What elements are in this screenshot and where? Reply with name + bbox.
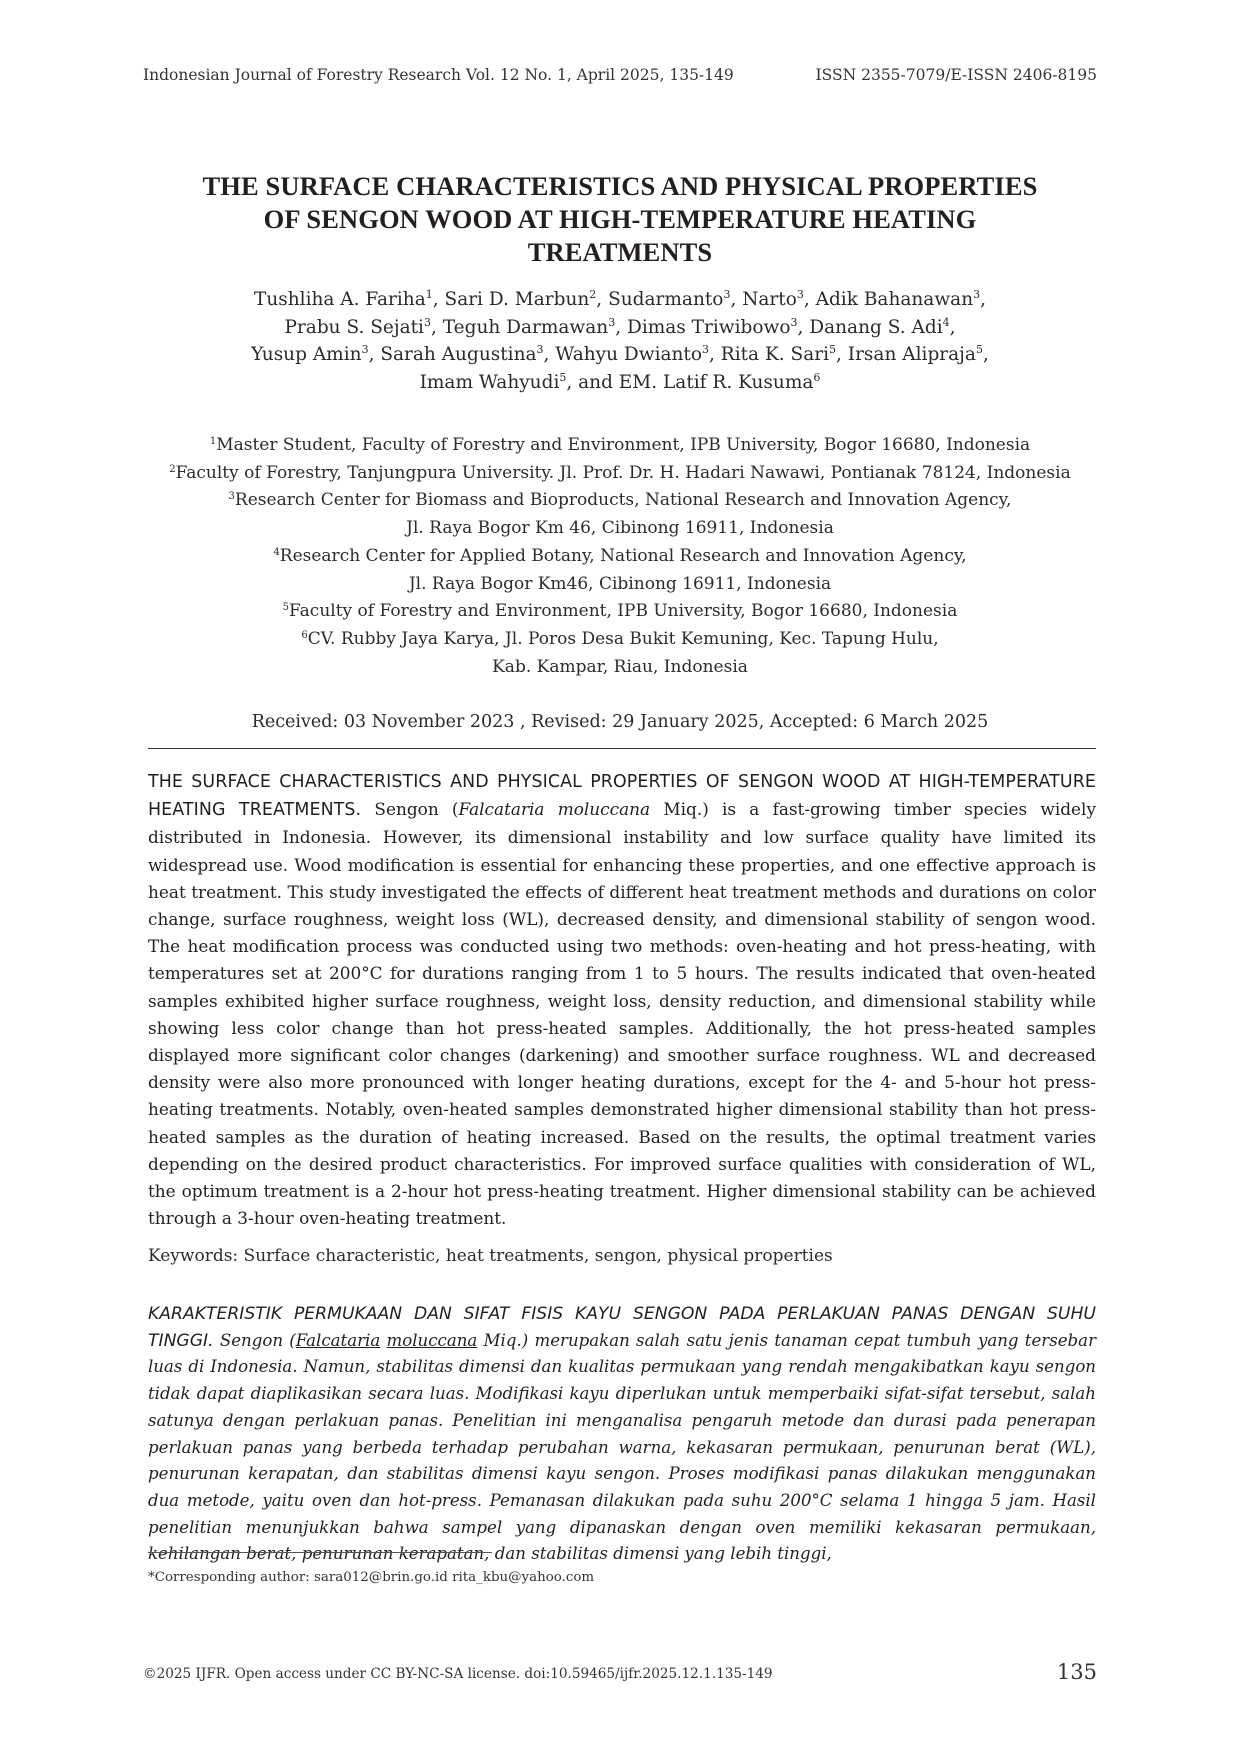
corresponding-author-footnote: *Corresponding author: sara012@brin.go.id rita_kbu@yahoo.com: [148, 1570, 595, 1585]
abstract-english: THE SURFACE CHARACTERISTICS AND PHYSICAL PROPERTIES OF SENGON WOOD AT HIGH-TEMPERATURE HEATING TREATMENTS. Sengon (Falcataria moluccana Miq.) is a fast-growing timber species widely distributed in Indonesia. However, its dimensional instability and low surface quality have limited its widespread use. Wood modification is essential for enhancing these properties, and one effective approach is heat treatment. This study investigated the effects of different heat treatment methods and durations on color change, surface roughness, weight loss (WL), decreased density, and dimensional stability of sengon wood. The heat modification process was conducted using two methods: oven-heating and hot press-heating, with temperatures set at 200°C for durations ranging from 1 to 5 hours. The results indicated that oven-heated samples exhibited higher surface roughness, weight loss, density reduction, and dimensional stability while showing less color change than hot press-heated samples. Additionally, the hot press-heated samples displayed more significant color changes (darkening) and smoother surface roughness. WL and decreased density were also more pronounced with longer heating durations, except for the 4- and 5-hour hot press-heating treatments. Notably, oven-heated samples demonstrated higher dimensional stability than hot press-heated samples as the duration of heating increased. Based on the results, the optimal treatment varies depending on the desired product characteristics. For improved surface qualities with consideration of WL, the optimum treatment is a 2-hour hot press-heating treatment. Higher dimensional stability can be achieved through a 3-hour oven-heating treatment.: [148, 772, 1096, 1229]
affiliation: $^3$Research Center for Biomass and Bioproducts, National Research and Innovation Agency, Jl. Raya Bogor Km 46, Cibinong 16911, Indonesia: [228, 490, 1012, 539]
author-line: Yusup Amin$^3$, Sarah Augustina$^3$, Wahyu Dwianto$^3$, Rita K. Sari$^5$, Irsan Alipraja$^5$,: [251, 343, 989, 365]
journal-citation: Indonesian Journal of Forestry Research Vol. 12 No. 1, April 2025, 135-149: [143, 66, 734, 84]
affiliation-list: [143, 432, 1097, 681]
author: EM. Latif R. Kusuma$^6$: [618, 370, 821, 393]
author: Sudarmanto$^3$: [608, 288, 731, 310]
author-line: Tushliha A. Fariha$^1$, Sari D. Marbun$^2$, Sudarmanto$^3$, Narto$^3$, Adik Bahanawan$^3$,: [253, 288, 987, 310]
species-genus: Falcataria: [295, 1330, 381, 1350]
issn: ISSN 2355-7079/E-ISSN 2406-8195: [815, 66, 1097, 84]
footnote-divider: [148, 1552, 492, 1553]
author: Dimas Triwibowo$^3$: [626, 315, 798, 338]
author-line: Imam Wahyudi$^5$, and EM. Latif R. Kusuma$^6$: [419, 370, 821, 393]
page-number: 135: [1056, 1660, 1097, 1684]
received-dates: Received: 03 November 2023 , Revised: 29 January 2025, Accepted: 6 March 2025: [251, 712, 989, 732]
author: Rita K. Sari$^5$: [720, 343, 837, 365]
affiliation: $^4$Research Center for Applied Botany, National Research and Innovation Agency, Jl. Raya Bogor Km46, Cibinong 16911, Indonesia: [273, 545, 967, 594]
author: Irsan Alipraja$^5$: [847, 343, 983, 365]
author-list: [150, 286, 1090, 396]
title-line: TREATMENTS: [527, 237, 713, 267]
author: Prabu S. Sejati$^3$: [284, 315, 431, 338]
affiliation: $^2$Faculty of Forestry, Tanjungpura University. Jl. Prof. Dr. H. Hadari Nawawi, Pontianak 78124, Indonesia: [169, 462, 1071, 483]
author: Sari D. Marbun$^2$: [444, 288, 597, 310]
page-footer: [143, 1660, 1097, 1686]
author: Wahyu Dwianto$^3$: [555, 343, 709, 365]
author: Teguh Darmawan$^3$: [442, 315, 616, 338]
keywords: Keywords: Surface characteristic, heat treatments, sengon, physical properties: [148, 1246, 833, 1266]
license-doi: ©2025 IJFR. Open access under CC BY-NC-SA license. doi:10.59465/ijfr.2025.12.1.135-149: [143, 1666, 773, 1682]
affiliation: $^5$Faculty of Forestry and Environment, IPB University, Bogor 16680, Indonesia: [282, 601, 958, 622]
abstrak-heading: KARAKTERISTIK PERMUKAAN DAN SIFAT FISIS KAYU SENGON PADA PERLAKUAN PANAS DENGAN SUHU TINGGI.: [148, 1304, 1096, 1351]
author: Narto$^3$: [742, 288, 804, 310]
species-name: Falcataria moluccana: [458, 799, 651, 820]
affiliation: $^6$CV. Rubby Jaya Karya, Jl. Poros Desa Bukit Kemuning, Kec. Tapung Hulu, Kab. Kampar, Riau, Indonesia: [301, 628, 939, 677]
article-title: [150, 170, 1090, 269]
author: Tushliha A. Fariha$^1$: [253, 288, 433, 310]
title-line: THE SURFACE CHARACTERISTICS AND PHYSICAL PROPERTIES: [202, 171, 1038, 201]
title-line: OF SENGON WOOD AT HIGH-TEMPERATURE HEATING: [263, 204, 977, 234]
affiliation: $^1$Master Student, Faculty of Forestry and Environment, IPB University, Bogor 16680, Indonesia: [209, 435, 1031, 455]
author: Danang S. Adi$^4$: [809, 315, 950, 338]
species-epithet: moluccana: [386, 1330, 478, 1350]
section-divider: [148, 748, 1096, 749]
author: Adik Bahanawan$^3$: [815, 288, 981, 310]
author: Sarah Augustina$^3$: [380, 343, 544, 365]
author-line: Prabu S. Sejati$^3$, Teguh Darmawan$^3$, Dimas Triwibowo$^3$, Danang S. Adi$^4$,: [284, 315, 956, 338]
author: Yusup Amin$^3$: [251, 343, 369, 365]
abstract-heading: THE SURFACE CHARACTERISTICS AND PHYSICAL PROPERTIES OF SENGON WOOD AT HIGH-TEMPERATURE HEATING TREATMENTS.: [148, 772, 1096, 821]
author: Imam Wahyudi$^5$: [419, 370, 567, 393]
running-header: [143, 66, 1097, 88]
abstract-indonesian: KARAKTERISTIK PERMUKAAN DAN SIFAT FISIS KAYU SENGON PADA PERLAKUAN PANAS DENGAN SUHU TINGGI. Sengon (Falcataria moluccana Miq.) merupakan salah satu jenis tanaman cepat tumbuh yang tersebar luas di Indonesia. Namun, stabilitas dimensi dan kualitas permukaan yang rendah mengakibatkan kayu sengon tidak dapat diaplikasikan secara luas. Modifikasi kayu diperlukan untuk memperbaiki sifat-sifat tersebut, salah satunya dengan perlakuan panas. Penelitian ini menganalisa pengaruh metode dan durasi pada penerapan perlakuan panas yang berbeda terhadap perubahan warna, kekasaran permukaan, penurunan berat (WL), penurunan kerapatan, dan stabilitas dimensi kayu sengon. Proses modifikasi panas dilakukan menggunakan dua metode, yaitu oven dan hot-press. Pemanasan dilakukan pada suhu 200°C selama 1 hingga 5 jam. Hasil penelitian menunjukkan bahwa sampel yang dipanaskan dengan oven memiliki kekasaran permukaan, kehilangan berat, penurunan kerapatan, dan stabilitas dimensi yang lebih tinggi,: [148, 1304, 1097, 1564]
